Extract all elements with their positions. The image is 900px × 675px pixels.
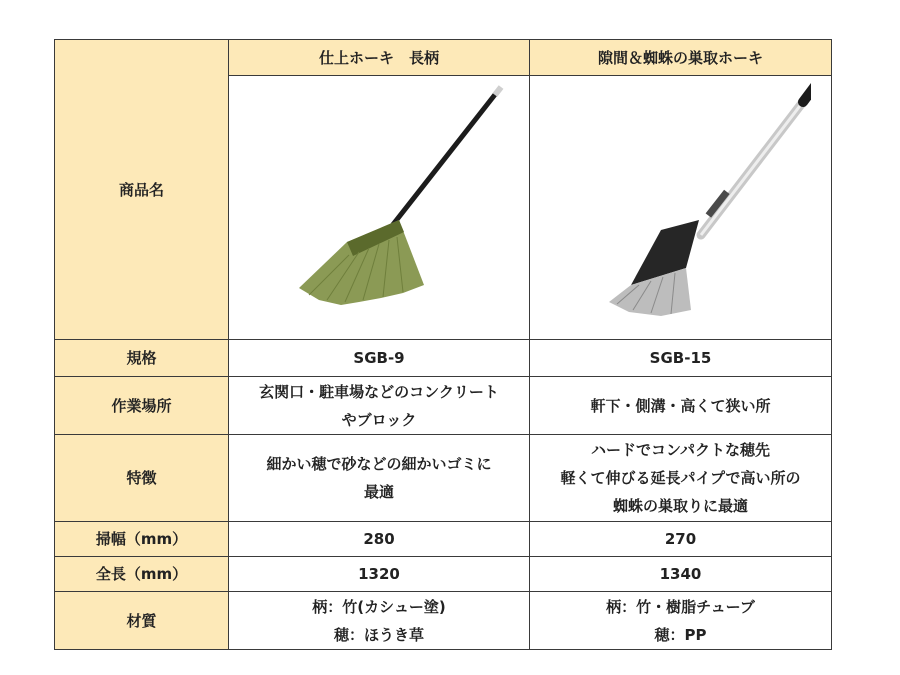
- material-2-line-2: 穂：PP: [654, 625, 707, 644]
- product-image-1: [229, 76, 530, 340]
- row-label-name: 商品名: [55, 40, 229, 340]
- row-label-spec: 規格: [55, 340, 229, 377]
- feature-2-line-3: 蜘蛛の巣取りに最適: [612, 497, 748, 515]
- product-name-2: 隙間＆蜘蛛の巣取ホーキ: [530, 40, 832, 76]
- feature-1-line-2: 最適: [363, 483, 394, 501]
- product-image-2: [530, 76, 832, 340]
- row-label-length: 全長（mm）: [55, 557, 229, 592]
- length-2: 1340: [530, 557, 832, 592]
- spec-1: SGB-9: [229, 340, 530, 377]
- row-label-feature: 特徴: [55, 435, 229, 522]
- material-2: [530, 592, 832, 650]
- row-label-material: 材質: [55, 592, 229, 650]
- material-1: [229, 592, 530, 650]
- spec-2: SGB-15: [530, 340, 832, 377]
- row-label-use: 作業場所: [55, 377, 229, 435]
- length-1: 1320: [229, 557, 530, 592]
- row-label-width: 掃幅（mm）: [55, 522, 229, 557]
- feature-1-line-1: 細かい穂で砂などの細かいゴミに: [266, 455, 492, 473]
- product-name-1: 仕上ホーキ 長柄: [229, 40, 530, 76]
- feature-2-line-1: ハードでコンパクトな穂先: [591, 441, 770, 459]
- broom-sgb15-image: [551, 80, 811, 335]
- width-2: 270: [530, 522, 832, 557]
- material-1-line-1: 柄：竹(カシュー塗): [312, 597, 446, 616]
- use-2: [530, 377, 832, 435]
- use-2-line-1: 軒下・側溝・高くて狭い所: [590, 396, 771, 415]
- broom-sgb9-image: [249, 80, 509, 335]
- feature-2-line-2: 軽くて伸びる延長パイプで高い所の: [560, 469, 801, 487]
- material-1-line-2: 穂：ほうき草: [333, 625, 424, 644]
- product-comparison-table: [54, 39, 832, 650]
- use-1-line-2: やブロック: [341, 410, 417, 429]
- material-2-line-1: 柄：竹・樹脂チューブ: [606, 597, 755, 616]
- feature-1: [229, 435, 530, 522]
- feature-2: [530, 435, 832, 522]
- width-1: 280: [229, 522, 530, 557]
- use-1-line-1: 玄関口・駐車場などのコンクリート: [259, 382, 499, 401]
- use-1: [229, 377, 530, 435]
